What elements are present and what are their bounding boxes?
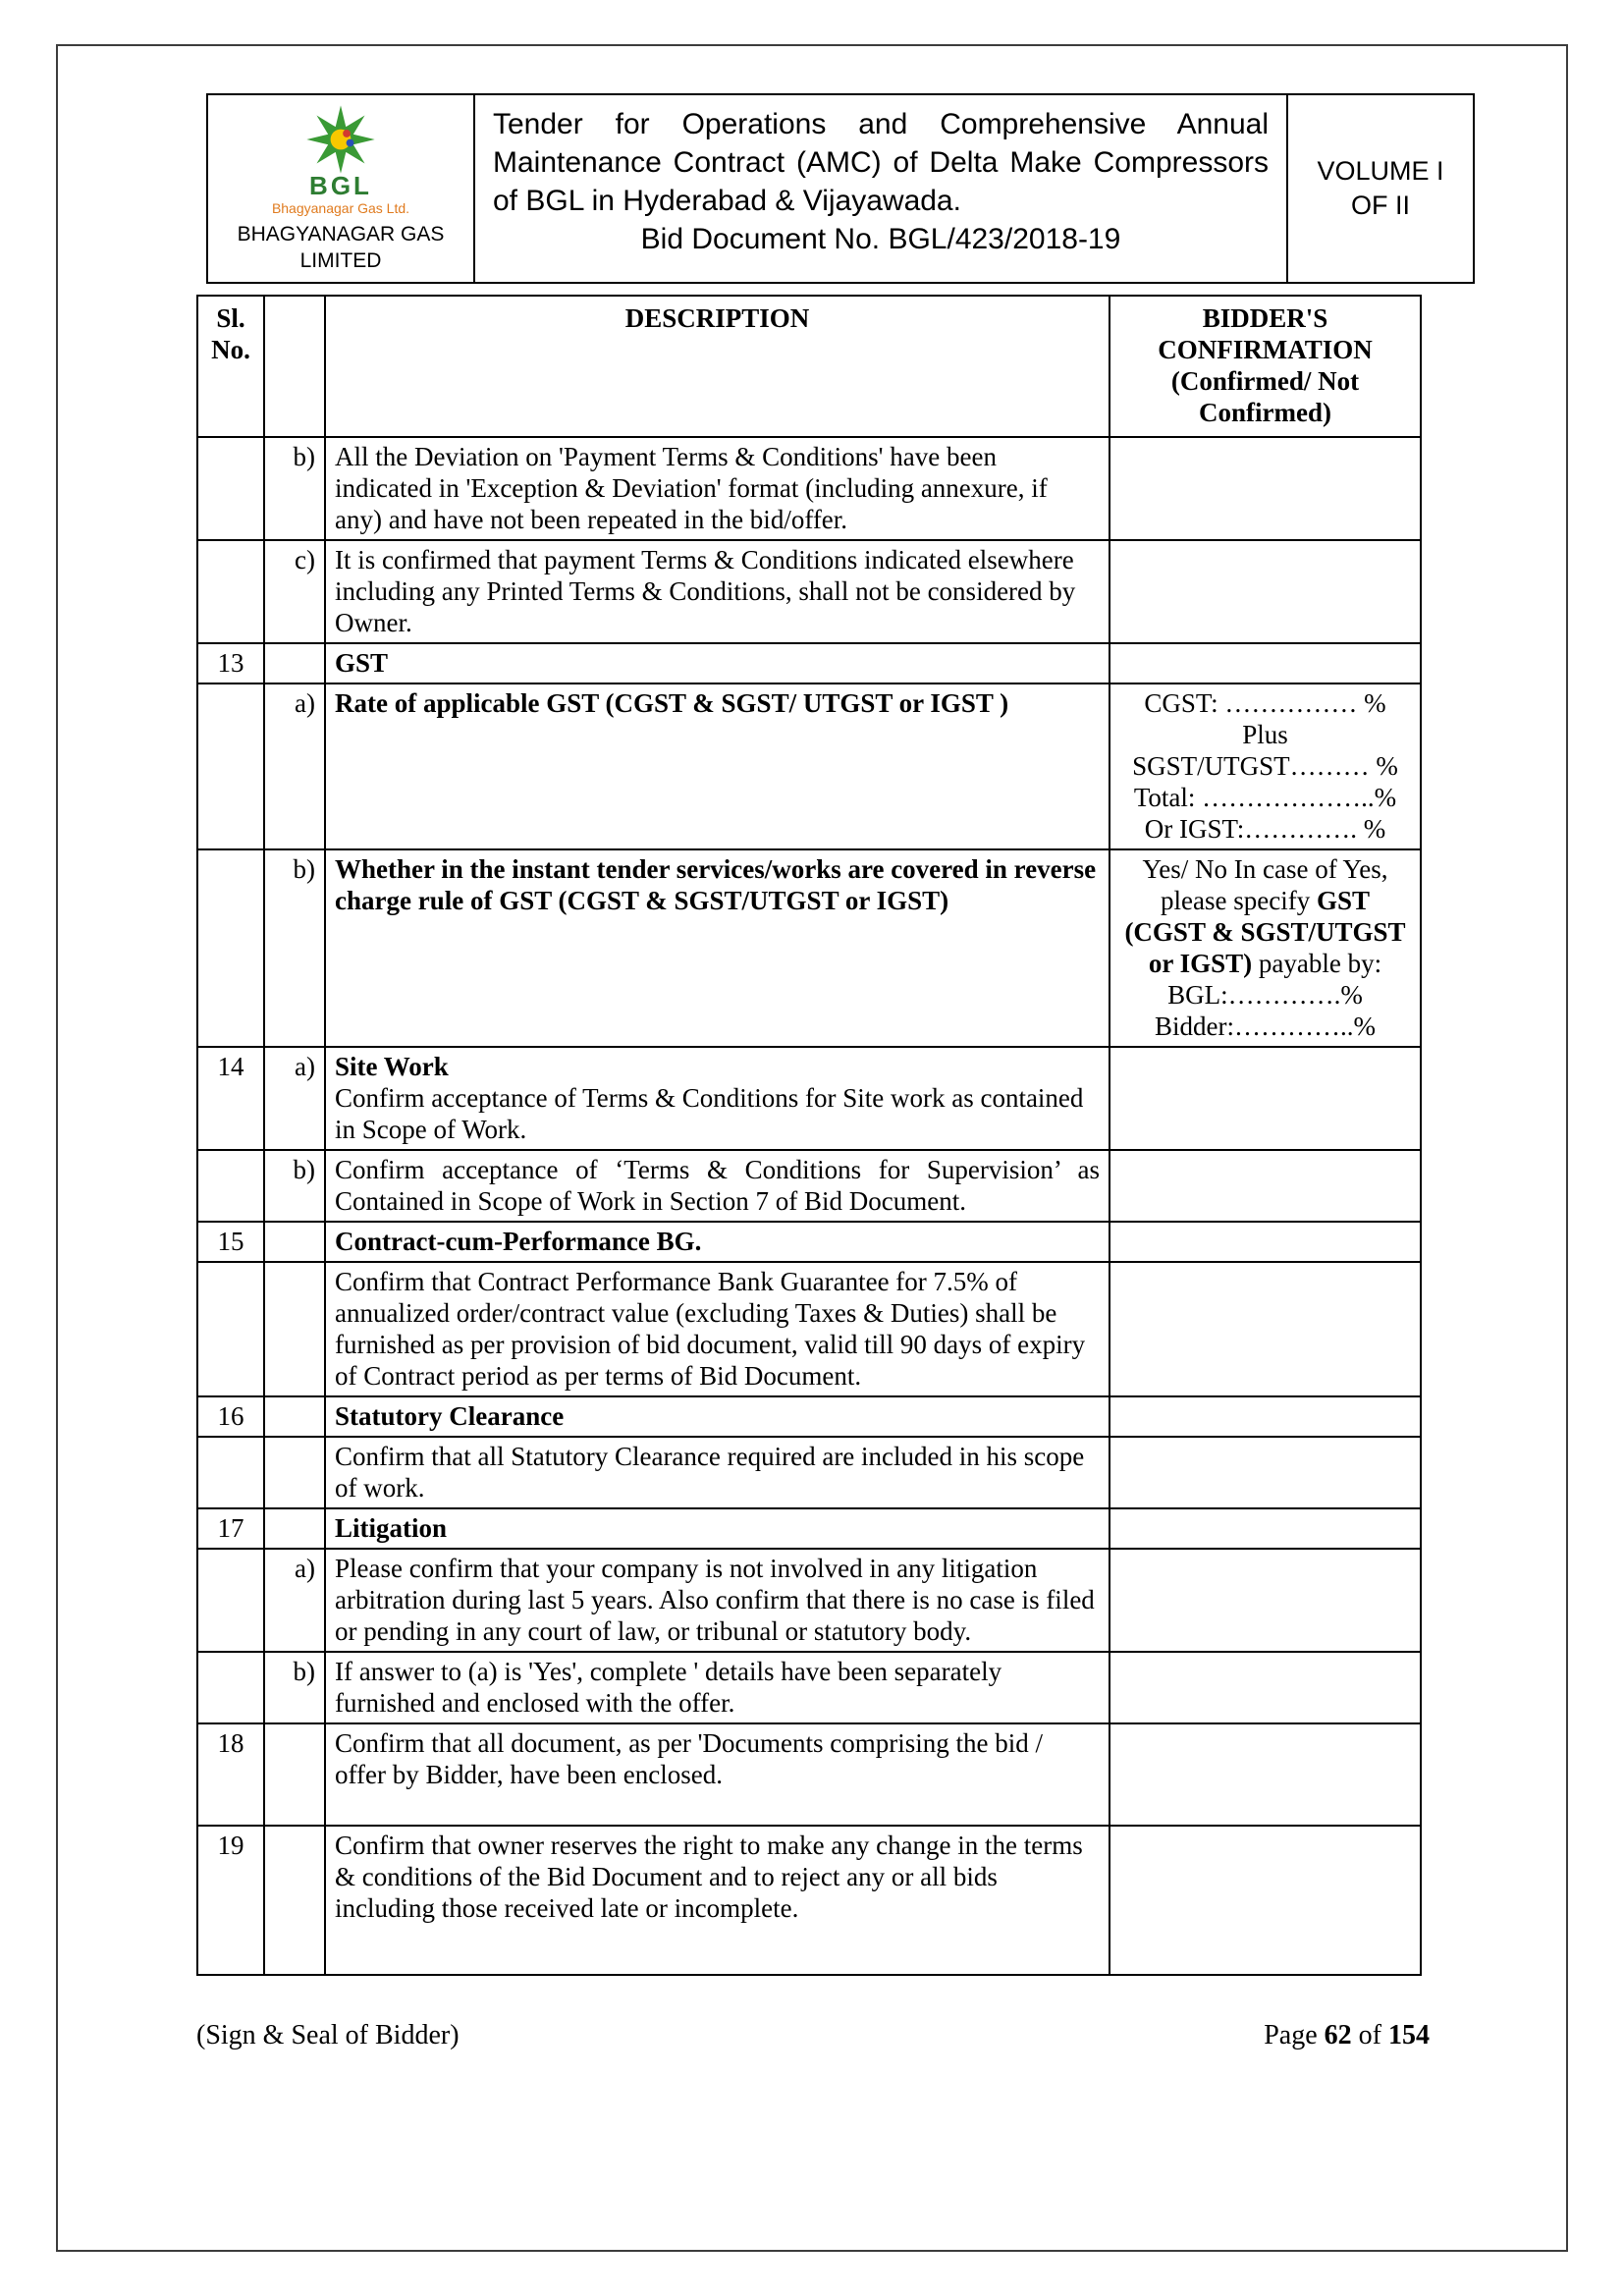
row-confirmation [1110, 1150, 1421, 1222]
row-sub: c) [264, 540, 325, 643]
row-sl: 19 [197, 1826, 264, 1975]
row-description: Whether in the instant tender services/works are covered in reverse charge rule of GST (CGST & SGST/UTGST or IGST) [325, 849, 1110, 1047]
row-sub: b) [264, 849, 325, 1047]
row-sub [264, 1222, 325, 1262]
row-description: Rate of applicable GST (CGST & SGST/ UTGST or IGST ) [325, 683, 1110, 849]
row-sl: 17 [197, 1508, 264, 1549]
row-confirmation [1110, 1508, 1421, 1549]
tender-title: Tender for Operations and Comprehensive Annual Maintenance Contract (AMC) of Delta Make Compressors of BGL in Hyderabad & Vijayawada. [493, 108, 1269, 217]
reverse-charge-bgl-line: BGL:………….% [1167, 980, 1363, 1010]
row-confirmation [1110, 1723, 1421, 1826]
reverse-charge-gst-bold: GST (CGST & SGST/UTGST or IGST) [1124, 886, 1406, 978]
row-sub: b) [264, 1652, 325, 1723]
row-sl [197, 1549, 264, 1652]
col-header-description: DESCRIPTION [325, 296, 1110, 437]
col-header-sl-no: Sl. No. [197, 296, 264, 437]
row-sl: 18 [197, 1723, 264, 1826]
row-description: Confirm that all document, as per 'Documents comprising the bid / offer by Bidder, have been enclosed. [325, 1723, 1110, 1826]
row-sl [197, 1437, 264, 1508]
row-sl [197, 1150, 264, 1222]
row-confirmation [1110, 1826, 1421, 1975]
table-row [197, 1508, 1421, 1549]
of-label: of [1358, 2020, 1381, 2050]
table-row [197, 1222, 1421, 1262]
row-sub: a) [264, 1047, 325, 1150]
tender-title-cell [475, 95, 1288, 282]
gst-igst-line: Or IGST:…………. % [1144, 814, 1386, 844]
table-row [197, 1396, 1421, 1437]
row-sl [197, 437, 264, 540]
row-confirmation [1110, 1437, 1421, 1508]
row-sub: b) [264, 1150, 325, 1222]
gst-plus-line: Plus [1242, 720, 1288, 749]
table-row [197, 643, 1421, 683]
table-row [197, 1047, 1421, 1150]
logo-acronym: BGL [309, 171, 372, 200]
row-sl [197, 849, 264, 1047]
row-confirmation [1110, 1047, 1421, 1150]
table-row [197, 1262, 1421, 1396]
table-row [197, 683, 1421, 849]
row-sub [264, 643, 325, 683]
row-description: Litigation [325, 1508, 1110, 1549]
row-description: Confirm that all Statutory Clearance required are included in his scope of work. [325, 1437, 1110, 1508]
sign-seal-label: (Sign & Seal of Bidder) [196, 2020, 460, 2050]
row-description: Contract-cum-Performance BG. [325, 1222, 1110, 1262]
volume-label: VOLUME I OF II [1317, 156, 1444, 220]
page-label: Page [1264, 2020, 1318, 2050]
table-row [197, 1652, 1421, 1723]
page-number [1264, 2019, 1430, 2052]
company-name: BHAGYANAGAR GAS LIMITED [237, 223, 445, 272]
row-sub: a) [264, 1549, 325, 1652]
confirmation-table [196, 295, 1422, 1976]
row-confirmation [1110, 643, 1421, 683]
row-sl [197, 683, 264, 849]
table-row [197, 1723, 1421, 1826]
gst-cgst-line: CGST: …………… % [1144, 688, 1386, 718]
company-logo-cell [208, 95, 475, 282]
row-confirmation [1110, 1396, 1421, 1437]
row-confirmation [1110, 1222, 1421, 1262]
row-description: Confirm acceptance of ‘Terms & Conditions for Supervision’ as Contained in Scope of Work in Section 7 of Bid Document. [325, 1150, 1110, 1222]
logo-caption: Bhagyanagar Gas Ltd. [271, 200, 410, 216]
row-confirmation [1110, 1262, 1421, 1396]
row-sl [197, 1652, 264, 1723]
row-sub: b) [264, 437, 325, 540]
total-pages-value: 154 [1388, 2020, 1430, 2050]
row-description: It is confirmed that payment Terms & Conditions indicated elsewhere including any Printed Terms & Conditions, shall not be considered by Owner. [325, 540, 1110, 643]
row-sub [264, 1723, 325, 1826]
row-sl: 14 [197, 1047, 264, 1150]
table-row [197, 437, 1421, 540]
row-confirmation [1110, 437, 1421, 540]
row-description: Confirm that owner reserves the right to make any change in the terms & conditions of the Bid Document and to reject any or all bids including those received late or incomplete. [325, 1826, 1110, 1975]
site-work-title: Site Work [335, 1052, 449, 1081]
row-sub [264, 1396, 325, 1437]
row-sub [264, 1826, 325, 1975]
row-confirmation [1110, 1549, 1421, 1652]
table-row [197, 1826, 1421, 1975]
row-sl: 16 [197, 1396, 264, 1437]
row-description: If answer to (a) is 'Yes', complete ' details have been separately furnished and enclosed with the offer. [325, 1652, 1110, 1723]
site-work-text: Confirm acceptance of Terms & Conditions for Site work as contained in Scope of Work. [335, 1083, 1084, 1144]
row-confirmation [1110, 849, 1421, 1047]
row-description [325, 1047, 1110, 1150]
reverse-charge-intro: Yes/ No In case of Yes, please specify [1142, 854, 1388, 915]
row-sub: a) [264, 683, 325, 849]
row-description: Confirm that Contract Performance Bank Guarantee for 7.5% of annualized order/contract value (excluding Taxes & Duties) shall be furnished as per provision of bid document, valid till 90 days of expiry of Contract period as per terms of Bid Document. [325, 1262, 1110, 1396]
row-sl [197, 540, 264, 643]
table-row [197, 540, 1421, 643]
col-header-confirmation: BIDDER'S CONFIRMATION (Confirmed/ Not Confirmed) [1110, 296, 1421, 437]
row-confirmation [1110, 1652, 1421, 1723]
row-sl: 15 [197, 1222, 264, 1262]
reverse-charge-tail: payable by: [1252, 949, 1382, 978]
row-description: GST [325, 643, 1110, 683]
gst-sgst-line: SGST/UTGST……… % [1132, 751, 1398, 781]
table-row [197, 1150, 1421, 1222]
document-header [206, 93, 1475, 284]
table-row [197, 849, 1421, 1047]
table-header-row [197, 296, 1421, 437]
bgl-flower-icon [292, 101, 390, 178]
row-description: All the Deviation on 'Payment Terms & Conditions' have been indicated in 'Exception & Deviation' format (including annexure, if any) and have not been repeated in the bid/offer. [325, 437, 1110, 540]
page-num-value: 62 [1324, 2020, 1352, 2050]
row-confirmation [1110, 683, 1421, 849]
row-sub [264, 1262, 325, 1396]
reverse-charge-bidder-line: Bidder:…………..% [1155, 1011, 1376, 1041]
table-row [197, 1549, 1421, 1652]
row-sl [197, 1262, 264, 1396]
row-confirmation [1110, 540, 1421, 643]
table-row [197, 1437, 1421, 1508]
row-description: Please confirm that your company is not involved in any litigation arbitration during last 5 years. Also confirm that there is no case is filed or pending in any court of law, or tribunal or statutory body. [325, 1549, 1110, 1652]
col-header-sub [264, 296, 325, 437]
row-sl: 13 [197, 643, 264, 683]
bid-document-number: Bid Document No. BGL/423/2018-19 [640, 223, 1121, 255]
row-sub [264, 1508, 325, 1549]
page-footer [196, 2019, 1430, 2052]
gst-total-line: Total: ………………..% [1133, 783, 1397, 812]
row-description: Statutory Clearance [325, 1396, 1110, 1437]
row-sub [264, 1437, 325, 1508]
